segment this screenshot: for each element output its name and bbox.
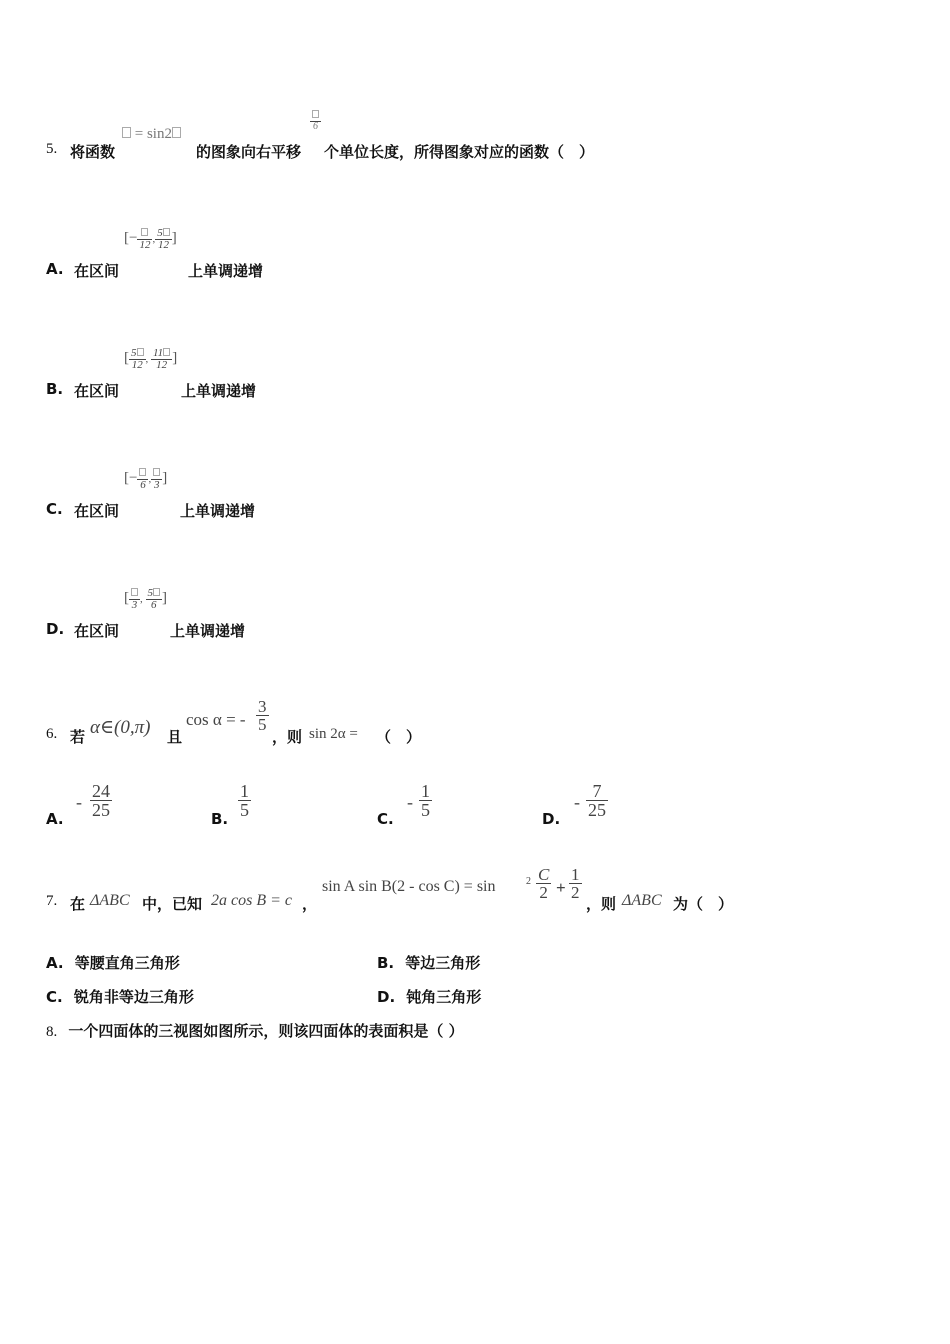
q7-option-d[interactable]: [377, 986, 677, 1008]
option-label: C.: [46, 500, 63, 518]
option-suffix: 上单调递增: [181, 382, 257, 400]
q6-cos-fraction: $\frac{3}{5}$: [258, 697, 267, 734]
placeholder-box: [137, 348, 144, 356]
placeholder-box: [153, 468, 160, 476]
option-prefix: 在区间: [74, 382, 120, 400]
q7-half-fraction: $\frac{1}{2}$: [571, 865, 580, 902]
option-fraction: $\frac{1}{5}$: [421, 781, 430, 820]
placeholder-box: [139, 468, 146, 476]
q7-triangle2: ΔABC: [622, 892, 662, 909]
q5-stem-suffix: 个单位长度，所得图象对应的函数（ ）: [324, 143, 595, 161]
q6-alpha-set: α∈(0,π): [90, 717, 151, 738]
q5-interval-a: [− 12 , $\frac{5}{12}$ ]: [124, 227, 177, 251]
q7-stem: [46, 866, 746, 916]
q7-cond1: 2a cos B = c: [211, 892, 292, 909]
option-fraction: $\frac{24}{25}$: [92, 781, 110, 820]
placeholder-box: [153, 588, 160, 596]
q7-triangle: ΔABC: [90, 892, 130, 909]
q7-plus: +: [556, 878, 566, 897]
option-label: B.: [211, 810, 229, 828]
q6-option-a[interactable]: [46, 782, 166, 832]
q6-and: 且: [167, 728, 183, 746]
option-text: 钝角三角形: [406, 988, 482, 1006]
option-text: 等边三角形: [405, 954, 481, 972]
option-suffix: 上单调递增: [180, 502, 256, 520]
option-text: 等腰直角三角形: [74, 954, 180, 972]
q8-stem: [46, 1020, 646, 1042]
q5-function-formula: = sin2: [122, 126, 181, 143]
placeholder-box: [163, 348, 170, 356]
q5-interval-c: [− 6 , 3 ]: [124, 468, 167, 491]
placeholder-box: [163, 228, 170, 236]
q6-stem-prefix: 若: [70, 728, 86, 746]
option-fraction: $\frac{1}{5}$: [240, 781, 249, 820]
option-label: C.: [377, 810, 394, 828]
q5-option-b[interactable]: [46, 346, 306, 401]
option-label: B.: [377, 954, 395, 972]
q6-paren: （ ）: [376, 728, 422, 746]
option-label: A.: [46, 954, 64, 972]
q6-stem: [46, 696, 466, 748]
q7-option-c[interactable]: [46, 986, 346, 1008]
q5-interval-b: [ $\frac{5}{12}$ , $\frac{11}{12}$ ]: [124, 347, 178, 371]
q5-option-d[interactable]: [46, 586, 306, 641]
q7-cond2-fraction: $\frac{C}{2}$: [538, 865, 550, 902]
option-fraction: $\frac{7}{25}$: [588, 781, 606, 820]
q7-cond2-left: sin A sin B(2 - cos C) = sin: [322, 878, 496, 895]
q5-option-a[interactable]: [46, 226, 306, 281]
option-suffix: 上单调递增: [170, 622, 246, 640]
option-label: D.: [542, 810, 561, 828]
q8-number: 8.: [46, 1024, 58, 1040]
q6-number: 6.: [46, 726, 58, 742]
q6-option-c[interactable]: [377, 782, 497, 832]
placeholder-box: [141, 228, 148, 236]
option-prefix: 在区间: [74, 502, 120, 520]
q7-cond2-sup: 2: [526, 876, 531, 887]
q5-interval-d: [ 3 , $\frac{5}{6}$ ]: [124, 587, 167, 611]
q6-option-d[interactable]: [542, 782, 662, 832]
option-suffix: 上单调递增: [188, 262, 264, 280]
option-label: B.: [46, 380, 64, 398]
q7-middle: 中，已知: [142, 895, 203, 913]
q5-stem: [46, 108, 686, 163]
placeholder-box: [131, 588, 138, 596]
q7-option-a[interactable]: [46, 952, 346, 974]
q6-option-b[interactable]: [211, 782, 331, 832]
q7-number: 7.: [46, 893, 58, 909]
q6-target: sin 2α =: [309, 726, 358, 742]
q6-then: ，则: [272, 728, 303, 746]
option-prefix: 在区间: [74, 262, 120, 280]
q5-stem-prefix: 将函数: [70, 143, 116, 161]
q7-then: ，则: [586, 895, 617, 913]
q7-option-b[interactable]: [377, 952, 677, 974]
q7-stem-prefix: 在: [70, 895, 86, 913]
option-label: A.: [46, 810, 64, 828]
placeholder-box: [312, 110, 319, 118]
q6-cos-expr: cos α = -: [186, 710, 246, 729]
q8-stem-text: 一个四面体的三视图如图所示，则该四面体的表面积是（ ）: [68, 1022, 464, 1040]
q5-shift-fraction: 6: [310, 110, 321, 132]
placeholder-box: [172, 127, 181, 138]
option-label: D.: [46, 620, 65, 638]
q5-stem-middle: 的图象向右平移: [196, 143, 302, 161]
option-sign: -: [76, 792, 82, 812]
q7-comma: ，: [302, 895, 318, 913]
option-text: 锐角非等边三角形: [73, 988, 194, 1006]
option-prefix: 在区间: [74, 622, 120, 640]
option-label: C.: [46, 988, 63, 1006]
option-sign: -: [574, 792, 580, 812]
option-sign: -: [407, 792, 413, 812]
q7-suffix: 为（ ）: [673, 895, 734, 913]
option-label: A.: [46, 260, 64, 278]
q5-number: 5.: [46, 141, 58, 157]
q5-option-c[interactable]: [46, 466, 306, 521]
placeholder-box: [122, 127, 131, 138]
option-label: D.: [377, 988, 396, 1006]
